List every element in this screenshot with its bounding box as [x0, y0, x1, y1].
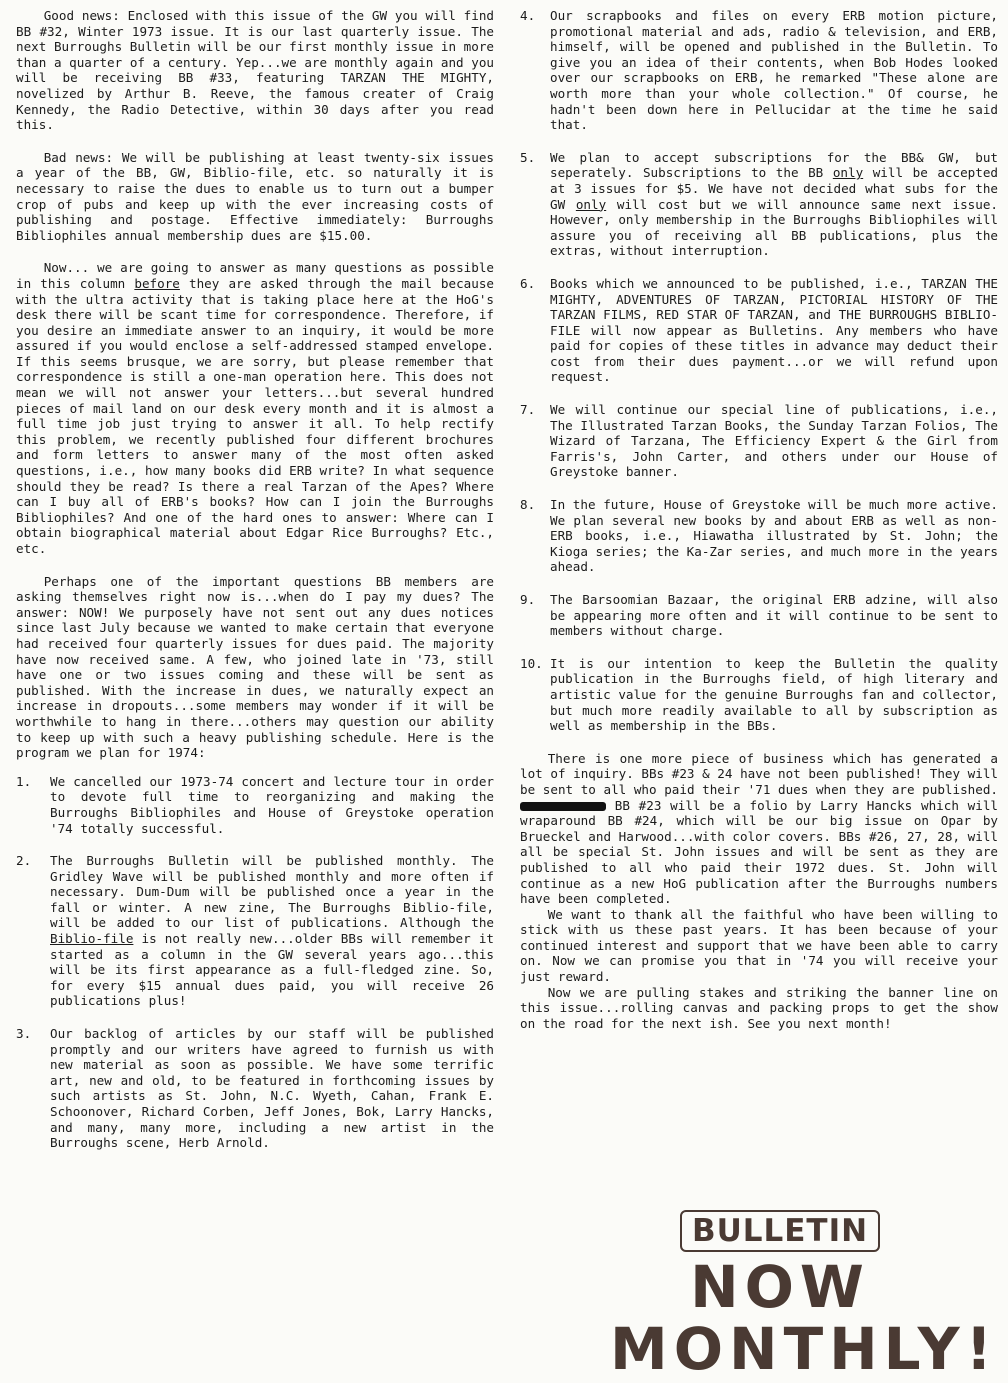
thanks-paragraph: We want to thank all the faithful who have been willing to stick with us these past years. It has been because of your continued interest and support that we have been able to carry on. Now we can promise you that in '74 you will receive your just reward. [520, 906, 998, 985]
item-number: 1. [16, 773, 32, 789]
item-text: Our backlog of articles by our staff will be published promptly and our writers have agreed to furnish us with new material as soon as possible. We have some terrific art, new and old, to be featured in forthcoming issues by such artists as St. John, N.C. Wyeth, Cahan, Frank E. Schoonover, Richard Corben, Jeff Jones, Bok, Larry Hancks, and many, many more, including a new artist in the Burroughs scene, Herb Arnold. [50, 1026, 494, 1151]
item-text: Our scrapbooks and files on every ERB motion picture, promotional material and ads, radio & television, and ERB, himself, will be opened and published in the Bulletin. To give you an idea of their contents, when Bob Hodes looked over our scrapbooks on ERB, he remarked "These alone are worth more than your whole collection." Of course, he hadn't been down here in Pellucidar at the time he said that. [550, 8, 998, 133]
unpublished-issues-paragraph: There is one more piece of business which has generated a lot of inquiry. BBs #23 & 24 have not been published! They will be sent to all who paid their '71 dues when they are published. BB #23 will be a folio by Larry Hancks which will wraparound BB #24, which will be our big issue on Opar by Brueckel and Harwood...with color covers. BBs #26, 27, 28, will all be special St. John issues and will be sent as they are published to all who paid their 1972 dues. St. John will continue as a new HoG publication after the Burroughs numbers have been completed. [520, 750, 998, 907]
item-text: It is our intention to keep the Bulletin the quality publication in the Burroughs field, of high literary and artistic value for the genuine Burroughs fan and collector, but much more readily available to all by subscription as well as membership in the BBs. [550, 655, 998, 734]
good-news-paragraph: Good news: Enclosed with this issue of the GW you will find BB #32, Winter 1973 issue. It is our last quarterly issue. The next Burroughs Bulletin will be our first monthly issue in more than a quarter of a century. Yep...we are monthly again and you will be receiving BB #33, featuring TARZAN THE MIGHTY, novelized by Arthur B. Reeve, the famous creater of Craig Kennedy, the Radio Detective, within 30 days after you read this. [16, 8, 494, 133]
program-item-8 [520, 497, 998, 575]
now-monthly-notice [610, 1210, 999, 1383]
item-number: 5. [520, 149, 536, 165]
monthly-heading: MONTHLY! [610, 1315, 999, 1383]
program-item-5 [520, 150, 998, 259]
item-number: 9. [520, 592, 536, 607]
program-item-1 [16, 774, 494, 836]
right-column [520, 8, 998, 1031]
closing-paragraph: Now we are pulling stakes and striking the banner line on this issue...rolling canvas and packing props to get the show on the road for the next ish. See you next month! [520, 984, 998, 1031]
item-text: The Burroughs Bulletin will be published monthly. The Gridley Wave will be published monthly and more often if necessary. Dum-Dum will be published once a year in the fall or winter. A new zine, The Burroughs Biblio-file, will be added to our list of publications. Although the Biblio-file is not really new...older BBs will remember it started as a column in the GW several years ago...this will be its first appearance as a full-fledged zine. So, for every $15 annual dues paid, you will receive 26 publications plus! [50, 853, 494, 1009]
questions-paragraph: Now... we are going to answer as many questions as possible in this column before they are asked through the mail because with the ultra activity that is taking place here at the HoG's desk there will be scant time for correspondence. Therefore, if you desire an immediate answer to an inquiry, it would be more assured if you would enclose a self-addressed stamped envelope. If this seems brusque, we are sorry, but please remember that correspondence is still a one-man operation here. This does not mean we will not answer your letters...but several hundred pieces of mail land on our desk every month and it is almost a full time job just trying to answer it all. To help rectify this problem, we recently published four different brochures and form letters to answer many of the most often asked questions, i.e., how many books did ERB write? In what sequence should they be read? Is there a real Tarzan of the Apes? Where can I buy all of ERB's books? How can I join the Burroughs Bibliophiles? And one of the hard ones to answer: Where can I obtain biographical material about Edgar Rice Burroughs? Etc., etc. [16, 260, 494, 556]
now-heading: NOW [690, 1253, 870, 1321]
item-number: 6. [520, 275, 536, 291]
item-number: 7. [520, 402, 536, 418]
bulletin-banner: BULLETIN [680, 1210, 880, 1252]
program-item-4 [520, 8, 998, 133]
item-number: 8. [520, 497, 536, 513]
item-text: We cancelled our 1973-74 concert and lecture tour in order to devote full time to reorganizing and making the Burroughs Bibliophiles and House of Greystoke operation '74 totally successful. [50, 773, 494, 836]
program-item-6 [520, 276, 998, 385]
program-item-9 [520, 592, 998, 639]
item-text: In the future, House of Greystoke will be much more active. We plan several new books by and about ERB as well as non-ERB books, i.e., Hiawatha illustrated by St. John; the Kioga series; the Ka-Zar series, and much more in the years ahead. [550, 497, 998, 575]
item-number: 4. [520, 8, 536, 23]
dues-paragraph: Perhaps one of the important questions BB members are asking themselves right now is...when do I pay my dues? The answer: NOW! We purposely have not sent out any dues notices since last July because we wanted to make certain that everyone had received four quarterly issues for dues paid. The majority have now received same. A few, who joined late in '73, still have one or two issues coming and these will be sent as published. With the increase in dues, we naturally expect an increase in dropouts...some members may wonder if it will be worthwhile to hang in there...others may question our ability to keep up with such a heavy publishing schedule. Here is the program we plan for 1974: [16, 573, 494, 761]
item-text: We will continue our special line of publications, i.e., The Illustrated Tarzan Books, the Sunday Tarzan Folios, The Wizard of Tarzana, The Efficiency Expert & the Girl from Farris's, John Carter, and others under our House of Greystoke banner. [550, 402, 998, 480]
item-number: 10. [520, 655, 543, 671]
item-text: Books which we announced to be published, i.e., TARZAN THE MIGHTY, ADVENTURES OF TARZAN, PICTORIAL HISTORY OF THE TARZAN FILMS, RED STAR OF TARZAN, and THE BURROUGHS BIBLIO-FILE will now appear as Bulletins. Any members who have paid for copies of these titles in advance may deduct their cost from their dues payment...or we will refund upon request. [550, 275, 998, 385]
item-number: 2. [16, 853, 32, 869]
bad-news-paragraph: Bad news: We will be publishing at least twenty-six issues a year of the BB, GW, Biblio-file, etc. so naturally it is necessary to raise the dues to enable us to turn out a bumper crop of pubs and keep up with the ever increasing costs of publishing and postage. Effective immediately: Burroughs Bibliophiles annual membership dues are $15.00. [16, 149, 494, 243]
program-item-7 [520, 402, 998, 480]
left-column [16, 8, 494, 1151]
item-number: 3. [16, 1026, 32, 1042]
program-item-10 [520, 656, 998, 734]
item-text: The Barsoomian Bazaar, the original ERB adzine, will also be appearing more often and it will continue to be sent to members without charge. [550, 592, 998, 639]
ink-blot [520, 802, 606, 811]
item-text: We plan to accept subscriptions for the BB& GW, but seperately. Subscriptions to the BB only will be accepted at 3 issues for $5. We have not decided what subs for the GW only will cost but we will announce same next issue. However, only membership in the Burroughs Bibliophiles will assure you of receiving all BB publications, plus the extras, without interruption. [550, 149, 998, 259]
program-item-3 [16, 1026, 494, 1151]
program-item-2 [16, 853, 494, 1009]
